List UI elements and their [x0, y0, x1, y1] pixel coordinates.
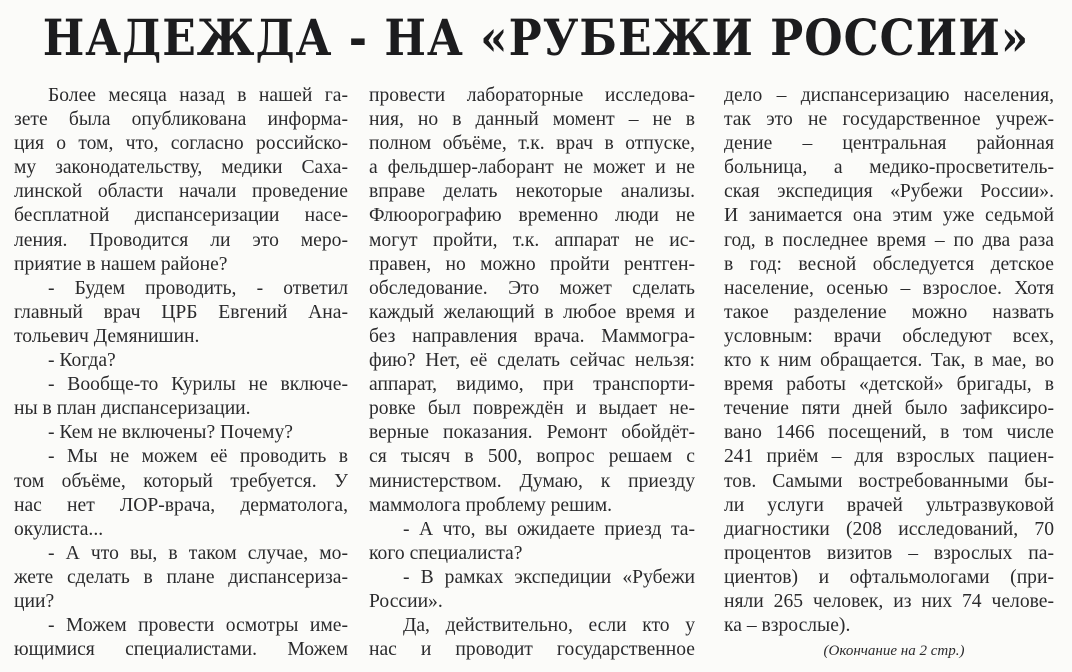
text-line: жете сделать в плане диспансериза- [14, 566, 348, 588]
text-line: дение – центральная районная [724, 133, 1054, 155]
text-line: бесплатной диспансеризации насе- [14, 205, 348, 227]
text-line: - Кем не включены? Почему? [48, 422, 293, 444]
text-line: провести лабораторные исследова- [369, 85, 695, 106]
text-line: процентов визитов – взрослых па- [724, 542, 1054, 564]
text-line: каждый желающий в любое время и [369, 301, 695, 323]
text-line: зете была опубликована информа- [14, 109, 348, 131]
text-line: год, в последнее время – по два раза [724, 229, 1054, 251]
article-column-1 [14, 84, 348, 662]
text-line: обследование. Это может сделать [369, 277, 695, 299]
text-line: так это не государственное учреж- [724, 109, 1054, 131]
article-column-3 [724, 84, 1054, 664]
text-line: ли услуги врачей ультразвуковой [724, 494, 1054, 516]
text-line: - Вообще-то Курилы не включе- [48, 374, 348, 396]
text-line: маммолога проблему решим. [369, 494, 612, 516]
text-line: ская экспедиция «Рубежи России». [724, 181, 1054, 203]
text-line: вправе делать некоторые анализы. [369, 181, 695, 203]
text-line: ка – взрослые). [724, 615, 851, 637]
text-line: тольевич Демянишин. [14, 325, 200, 347]
text-line: тов. Самыми востребованными бы- [724, 470, 1054, 492]
text-line: диагностики (208 исследований, 70 [724, 518, 1054, 540]
text-line: аппарат, видимо, при транспорти- [369, 374, 695, 396]
text-line: приятие в нашем районе? [14, 253, 228, 275]
text-line: линской области начали проведение [14, 181, 348, 203]
text-line: ния, но в данный момент – не в [369, 109, 695, 131]
text-line: ны в план диспансеризации. [14, 398, 251, 420]
text-line: кто к ним обращается. Так, в мае, во [724, 350, 1054, 372]
text-line: Флюорографию временно люди не [369, 205, 695, 227]
text-line: правен, но можно пройти рентген- [369, 253, 695, 275]
text-line: дело – диспансеризацию населения, [724, 85, 1054, 106]
text-line: - А что вы, в таком случае, мо- [48, 542, 348, 564]
text-line: кого специалиста? [369, 542, 523, 564]
text-line: нас и проводит государственное [369, 639, 695, 661]
text-line: время работы «детской» бригады, в [724, 374, 1054, 396]
text-line: условным: врачи обследуют всех, [724, 325, 1054, 347]
text-line: ющимися специалистами. Можем [14, 639, 348, 661]
text-line: няли 265 человек, из них 74 челове- [724, 590, 1054, 612]
text-line: ления. Проводится ли это меро- [14, 229, 348, 251]
text-line: - Будем проводить, - ответил [48, 277, 348, 299]
text-line: а фельдшер-лаборант не может и не [369, 157, 695, 179]
text-line: Да, действительно, если кто у [403, 615, 695, 637]
text-line: фию? Нет, её сделать сейчас нельзя: [369, 350, 695, 372]
text-line: полном объёме, т.к. врач в отпуске, [369, 133, 695, 155]
text-line: ровке был повреждён и выдает не- [369, 398, 695, 420]
text-line: му законодательству, медики Саха- [14, 157, 348, 179]
text-line: 241 приём – для взрослых пациен- [724, 446, 1054, 468]
text-line: - Мы не можем её проводить в [48, 446, 348, 468]
text-line: верные показания. Ремонт обойдёт- [369, 422, 695, 444]
text-line: население, осенью – взрослое. Хотя [724, 277, 1054, 299]
continuation-note: (Окончание на 2 стр.) [823, 643, 965, 660]
text-line: России». [369, 590, 443, 612]
text-line: Более месяца назад в нашей га- [48, 85, 348, 106]
text-line: главный врач ЦРБ Евгений Ана- [14, 301, 348, 323]
text-line: - Когда? [48, 350, 116, 372]
text-line: больница, а медико-просветитель- [724, 157, 1054, 179]
article-column-2 [369, 84, 695, 662]
text-line: могут пройти, т.к. аппарат не ис- [369, 229, 695, 251]
text-line: окулиста... [14, 518, 104, 540]
text-line: - А что, вы ожидаете приезд та- [403, 518, 695, 540]
text-line: - Можем провести осмотры име- [48, 615, 348, 637]
text-line: циентов) и офтальмологами (при- [724, 566, 1054, 588]
text-line: в год: весной обследуется детское [724, 253, 1054, 275]
text-line: том объёме, который требуется. У [14, 470, 348, 492]
text-line: течение пяти дней было зафиксиро- [724, 398, 1054, 420]
text-line: ции? [14, 590, 55, 612]
text-line: вано 1466 посещений, в том числе [724, 422, 1054, 444]
text-line: ся тысяч в 500, вопрос решаем с [369, 446, 695, 468]
text-line: ция о том, что, согласно российско- [14, 133, 348, 155]
article-headline: НАДЕЖДА - НА «РУБЕЖИ РОССИИ» [42, 10, 1030, 68]
text-line: такое разделение можно назвать [724, 301, 1054, 323]
text-line: без направления врача. Маммогра- [369, 325, 695, 347]
text-line: И занимается она этим уже седьмой [724, 205, 1054, 227]
text-line: министерством. Думаю, к приезду [369, 470, 695, 492]
text-line: - В рамках экспедиции «Рубежи [403, 566, 695, 588]
text-line: нас нет ЛОР-врача, дерматолога, [14, 494, 348, 516]
